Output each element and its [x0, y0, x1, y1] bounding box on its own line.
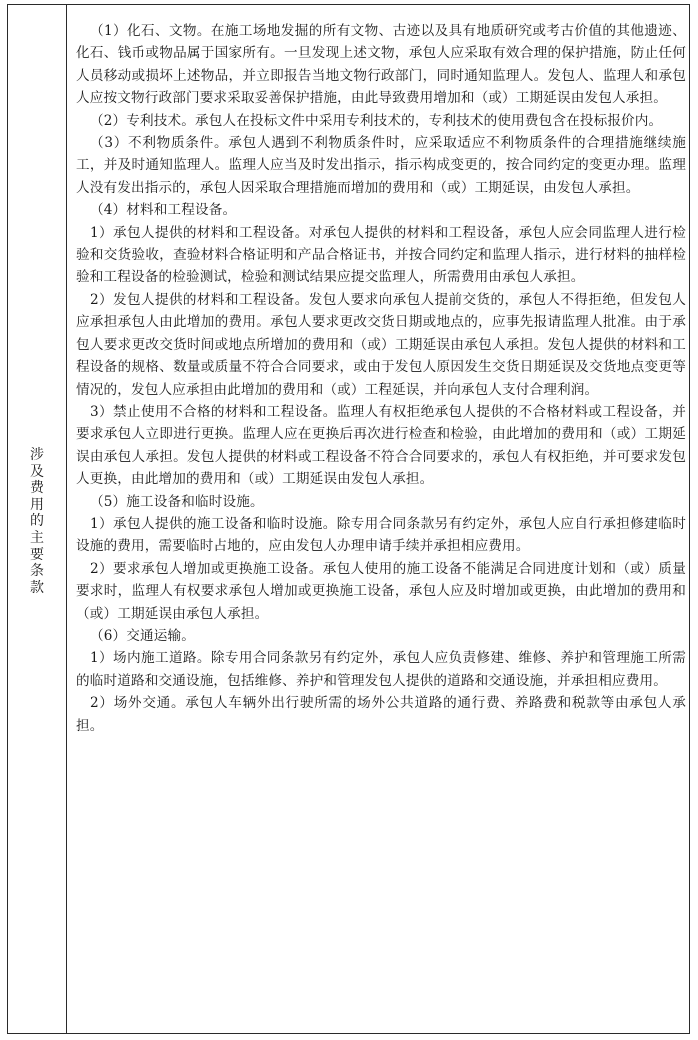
clause-paragraph: （5）施工设备和临时设施。 [90, 493, 264, 510]
clause-paragraph: （2）专利技术。承包人在投标文件中采用专利技术的，专利技术的使用费包含在投标报价内。 [90, 112, 663, 129]
row-label-char: 用 [30, 496, 44, 513]
row-label-char: 涉 [30, 447, 44, 463]
row-label-char: 款 [30, 579, 44, 596]
clause-paragraph: （1）化石、文物。在施工场地发掘的所有文物、古迹以及具有地质研究或考古价值的其他遗迹、化石、钱币或物品属于国家所有。一旦发现上述文物，承包人应采取有效合理的保护措施，防止任何人员移动或损坏上述物品，并立即报告当地文物行政部门，同时通知监理人。发包人、监理人和承包人应按文物行政部门要求采取妥善保护措施，由此导致费用增加和（或）工期延误由发包人承担。 [76, 23, 686, 107]
row-label-char: 主 [30, 529, 44, 546]
clause-paragraph: 1）承包人提供的施工设备和临时设施。除专用合同条款另有约定外，承包人应自行承担修建临时设施的费用，需要临时占地的，应由发包人办理申请手续并承担相应费用。 [76, 515, 686, 555]
row-label-char: 及 [30, 463, 44, 480]
clause-paragraph: 3）禁止使用不合格的材料和工程设备。监理人有权拒绝承包人提供的不合格材料或工程设备，并要求承包人立即进行更换。监理人应在更换后再次进行检查和检验，由此增加的费用和（或）工期延误由承包人承担。发包人提供的材料或工程设备不符合合同要求的，承包人有权拒绝，并可要求发包人更换，由此增加的费用和（或）工期延误由发包人承担。 [76, 403, 686, 488]
row-label-char: 费 [30, 480, 44, 497]
clause-paragraph: 2）发包人提供的材料和工程设备。发包人要求向承包人提前交货的，承包人不得拒绝，但发包人应承担承包人由此增加的费用。承包人要求更改交货日期或地点的，应事先报请监理人批准。由于承包人要求更改交货时间或地点所增加的费用和（或）工期延误由承包人承担。发包人提供的材料和工程设备的规格、数量或质量不符合合同要求，或由于发包人原因发生交货日期延误及交货地点变更等情况的，发包人应承担由此增加的费用和（或）工程延误，并向承包人支付合理利润。 [76, 291, 686, 398]
clause-table [7, 4, 690, 1034]
clause-paragraph: 1）场内施工道路。除专用合同条款另有约定外，承包人应负责修建、维修、养护和管理施工所需的临时道路和交通设施，包括维修、养护和管理发包人提供的道路和交通设施，并承担相应费用。 [76, 650, 686, 689]
clause-paragraph: （6）交通运输。 [90, 627, 196, 644]
clause-paragraph: （3）不利物质条件。承包人遇到不利物质条件时，应采取适应不利物质条件的合理措施继续施工，并及时通知监理人。监理人应当及时发出指示，指示构成变更的，按合同约定的变更办理。监理人没有发出指示的，承包人因采取合理措施而增加的费用和（或）工期延误，由发包人承担。 [76, 135, 686, 196]
clause-paragraph: （4）材料和工程设备。 [90, 202, 237, 219]
row-label [8, 447, 66, 596]
clause-paragraph: 2）要求承包人增加或更换施工设备。承包人使用的施工设备不能满足合同进度计划和（或）质量要求时，监理人有权要求承包人增加或更换施工设备，承包人应及时增加或更换，由此增加的费用和（或）工期延误由承包人承担。 [76, 560, 686, 622]
row-label-cell [8, 5, 67, 1033]
clause-paragraph: 1）承包人提供的材料和工程设备。对承包人提供的材料和工程设备，承包人应会同监理人进行检验和交货验收，查验材料合格证明和产品合格证书，并按合同约定和监理人指示，进行材料的抽样检验和工程设备的检验测试，检验和测试结果应提交监理人，所需费用由承包人承担。 [76, 224, 686, 286]
row-label-char: 的 [30, 513, 44, 530]
clause-content [76, 20, 686, 737]
row-label-char: 条 [30, 563, 44, 580]
clause-paragraph: 2）场外交通。承包人车辆外出行驶所需的场外公共道路的通行费、养路费和税款等由承包人承担。 [76, 695, 686, 734]
row-label-char: 要 [30, 546, 44, 563]
